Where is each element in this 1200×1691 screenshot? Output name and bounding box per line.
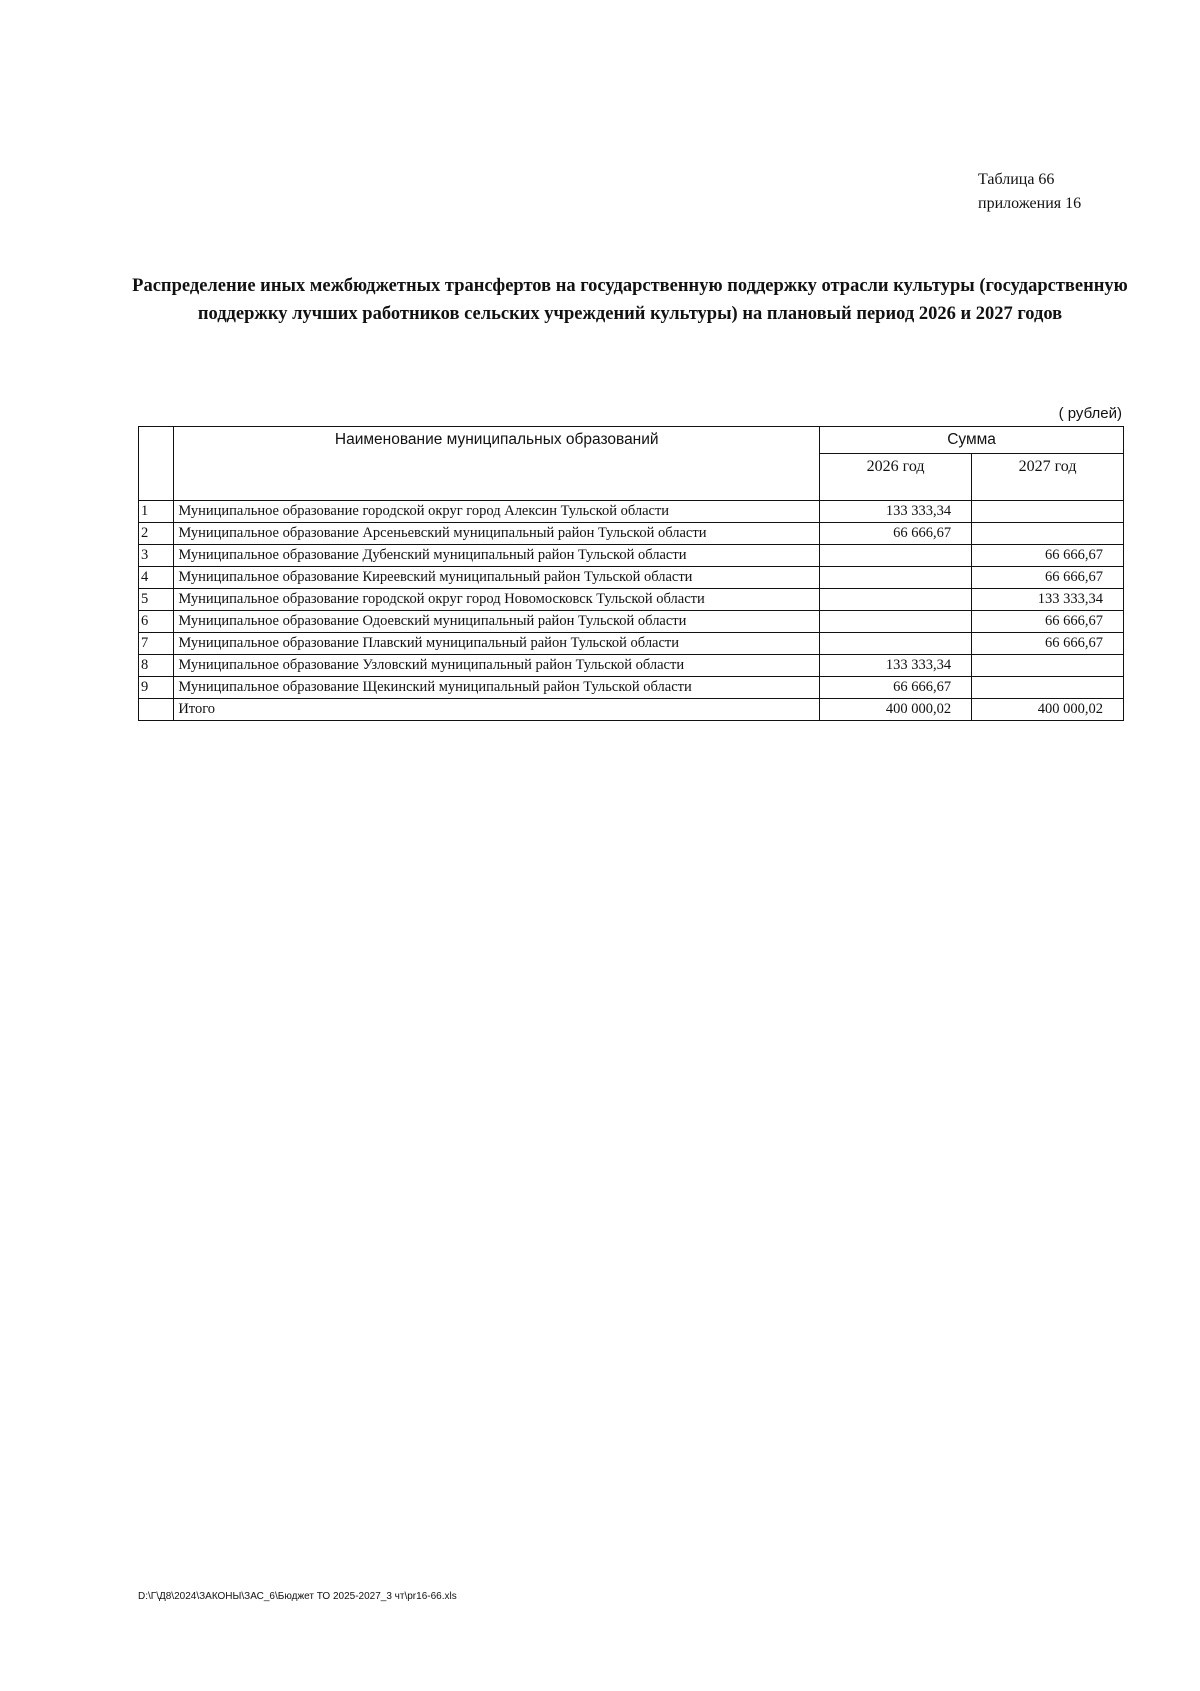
distribution-table	[138, 426, 1124, 721]
row-number: 2	[139, 523, 174, 545]
row-value-2026	[820, 567, 972, 589]
row-value-2027	[972, 655, 1124, 677]
table-row	[139, 655, 1124, 677]
row-value-2027	[972, 501, 1124, 523]
header-number-cell	[139, 427, 174, 501]
row-number: 4	[139, 567, 174, 589]
row-value-2026	[820, 545, 972, 567]
appendix-attachment-number: приложения 16	[978, 195, 1082, 212]
total-label: Итого	[174, 699, 820, 721]
row-name: Муниципальное образование городской округ город Алексин Тульской области	[174, 501, 820, 523]
row-value-2027: 66 666,67	[972, 611, 1124, 633]
row-name: Муниципальное образование Одоевский муниципальный район Тульской области	[174, 611, 820, 633]
file-path-footer: D:\Г\Д8\2024\ЗАКОНЫ\ЗАС_6\Бюджет ТО 2025-2027_3 чт\pr16-66.xls	[138, 1591, 457, 1602]
row-value-2027: 66 666,67	[972, 545, 1124, 567]
table-row	[139, 677, 1124, 699]
row-value-2027	[972, 677, 1124, 699]
table-row	[139, 567, 1124, 589]
units-label: ( рублей)	[1058, 405, 1122, 422]
row-value-2026: 66 666,67	[820, 523, 972, 545]
row-name: Муниципальное образование городской округ город Новомосковск Тульской области	[174, 589, 820, 611]
row-value-2026: 66 666,67	[820, 677, 972, 699]
row-number: 7	[139, 633, 174, 655]
row-value-2026	[820, 611, 972, 633]
total-value-2026: 400 000,02	[820, 699, 972, 721]
table-row	[139, 633, 1124, 655]
header-sum: Сумма	[820, 427, 1124, 454]
row-value-2027: 133 333,34	[972, 589, 1124, 611]
row-value-2026	[820, 589, 972, 611]
header-year-2026: 2026 год	[820, 454, 972, 501]
table-row	[139, 589, 1124, 611]
total-value-2027: 400 000,02	[972, 699, 1124, 721]
row-name: Муниципальное образование Киреевский муниципальный район Тульской области	[174, 567, 820, 589]
row-name: Муниципальное образование Арсеньевский муниципальный район Тульской области	[174, 523, 820, 545]
row-value-2027: 66 666,67	[972, 567, 1124, 589]
header-name: Наименование муниципальных образований	[174, 427, 820, 501]
table-row	[139, 523, 1124, 545]
appendix-table-number: Таблица 66	[978, 171, 1055, 188]
document-title: Распределение иных межбюджетных трансфертов на государственную поддержку отрасли культуры (государственную поддержку лучших работников сельских учреждений культуры) на плановый период 2026 и 2027 годов	[132, 276, 1128, 324]
row-name: Муниципальное образование Узловский муниципальный район Тульской области	[174, 655, 820, 677]
table-row	[139, 545, 1124, 567]
appendix-reference	[978, 168, 1081, 216]
header-year-2027: 2027 год	[972, 454, 1124, 501]
table-row	[139, 611, 1124, 633]
table-row	[139, 501, 1124, 523]
row-number: 8	[139, 655, 174, 677]
row-number: 3	[139, 545, 174, 567]
row-name: Муниципальное образование Плавский муниципальный район Тульской области	[174, 633, 820, 655]
row-value-2027: 66 666,67	[972, 633, 1124, 655]
row-number: 6	[139, 611, 174, 633]
row-value-2026: 133 333,34	[820, 501, 972, 523]
row-number: 9	[139, 677, 174, 699]
row-name: Муниципальное образование Щекинский муниципальный район Тульской области	[174, 677, 820, 699]
row-value-2026	[820, 633, 972, 655]
row-value-2026: 133 333,34	[820, 655, 972, 677]
row-number: 1	[139, 501, 174, 523]
row-name: Муниципальное образование Дубенский муниципальный район Тульской области	[174, 545, 820, 567]
total-number-cell	[139, 699, 174, 721]
total-row	[139, 699, 1124, 721]
row-number: 5	[139, 589, 174, 611]
row-value-2027	[972, 523, 1124, 545]
